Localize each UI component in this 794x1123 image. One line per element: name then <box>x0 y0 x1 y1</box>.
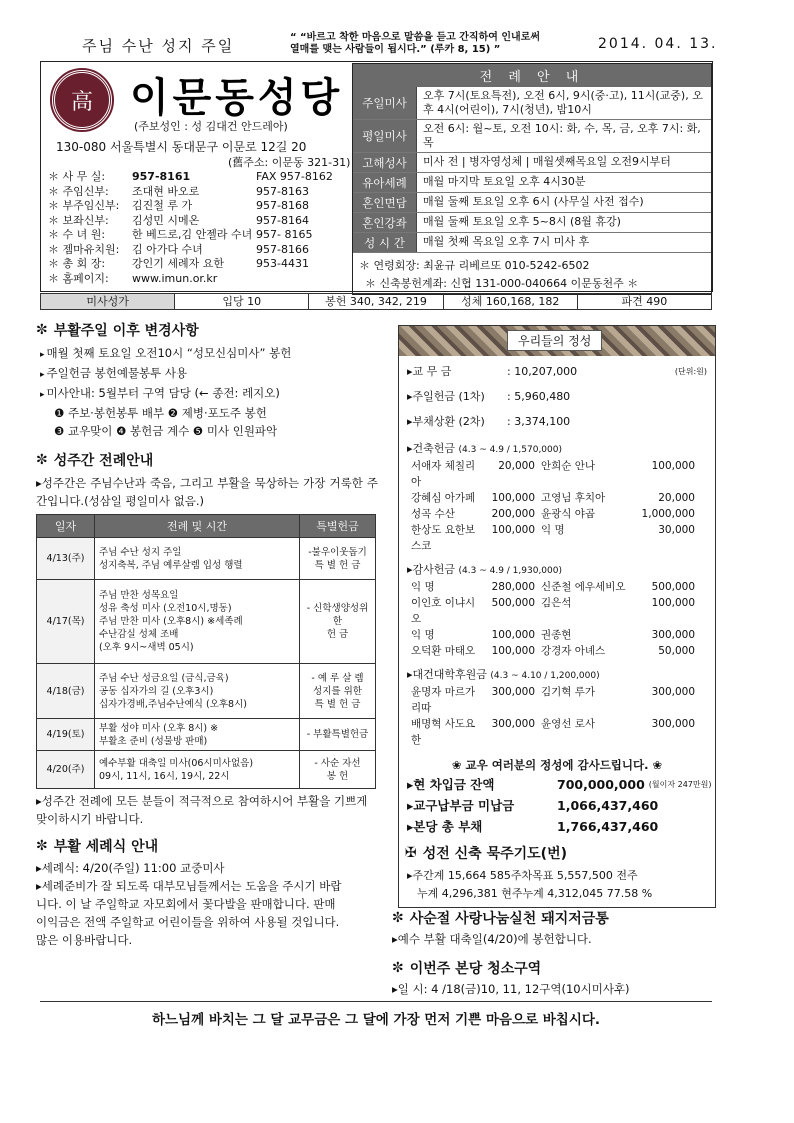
column-header: 일자 <box>37 515 95 538</box>
table-row <box>37 751 376 789</box>
build-range: (4.3 ~ 4.9 / 1,570,000) <box>458 445 563 455</box>
lent-notice <box>392 908 722 948</box>
changes-title <box>36 320 386 340</box>
staff-phone: 957-8163 <box>256 184 309 198</box>
church-logo <box>52 70 112 130</box>
rosary-title-text: 성전 신축 묵주기도(번) <box>422 846 567 862</box>
donor-name: 신준철 에우세비오 <box>541 581 626 593</box>
schedule-label: 주일미사 <box>353 87 417 119</box>
staff-phone: 953-4431 <box>256 257 309 270</box>
schedule-label: 평일미사 <box>353 120 417 152</box>
donor-amount: 500,000 <box>651 581 695 593</box>
staff-label: ＊ 총 회 장: <box>48 257 106 270</box>
special-cell: - 신학생양성위한 헌 금 <box>300 580 376 664</box>
schedule-title: 전 례 안 내 <box>353 64 711 87</box>
staff-item <box>48 199 348 214</box>
day-cell: 4/18(금) <box>37 664 95 719</box>
donor-amount: 30,000 <box>658 524 695 536</box>
donor-name: 서애자 체칠리아 <box>411 460 476 488</box>
rosary-line1: ▸주간계 15,664 585주차목표 5,557,500 전주 <box>407 869 638 882</box>
donor-name: 성곡 수산 <box>411 508 455 520</box>
church-name: 이문동성당 <box>130 75 344 121</box>
debt-value: : 3,374,100 <box>507 415 571 428</box>
day-cell: 4/20(주) <box>37 751 95 789</box>
staff-label: ＊ 주임신부: <box>48 184 109 198</box>
bulletin-date: 2014. 04. 13. <box>598 36 718 52</box>
staff-phone <box>256 272 348 287</box>
donor-name: 권종현 <box>541 629 572 641</box>
day-cell: 4/17(목) <box>37 580 95 664</box>
donor-amount: 50,000 <box>658 645 695 657</box>
left-column <box>36 320 386 949</box>
baptism-title <box>36 836 386 856</box>
hymn-recessional: 파견 490 <box>621 295 668 308</box>
staff-label: ＊ 홈페이지: <box>48 271 109 285</box>
cash-row <box>399 774 715 795</box>
column-header: 전례 및 시간 <box>95 515 300 538</box>
detail-cell: 주님 수난 성금요일 (금식,금육) 공동 십자가의 길 (오후3시) 십자가경배,주님수난예식 (오후8시) <box>95 664 300 719</box>
sunday-title: 주님 수난 성지 주일 <box>82 37 235 55</box>
schedule-value: 매월 둘째 토요일 오후 6시 (사무실 사전 접수) <box>423 195 644 208</box>
donor-name: 익 명 <box>541 524 565 536</box>
staff-name: 김성민 시메온 <box>132 213 200 227</box>
donor-amount: 1,000,000 <box>641 508 695 520</box>
donor-amount: 500,000 <box>491 597 535 609</box>
staff-name: 한 베드로,김 안젤라 수녀 <box>132 228 253 241</box>
staff-name: 김 아가다 수녀 <box>132 242 203 256</box>
donor-name: 고영님 후치아 <box>541 492 606 504</box>
day-cell: 4/19(토) <box>37 719 95 751</box>
schedule-row <box>353 193 711 213</box>
seminary-title-text: ▸대건대학후원금 <box>407 668 487 681</box>
detail-cell: 부활 성야 미사 (오후 8시) ※ 부활초 준비 (성물방 판매) <box>95 719 300 751</box>
schedule-row <box>353 120 711 153</box>
detail-cell: 주님 만찬 성목요일 성유 축성 미사 (오전10시,명동) 주님 만찬 미사 (오후8시) ※세족례 수난감실 성체 조배 (오후 9시~새벽 05시) <box>95 580 300 664</box>
debt-row <box>399 414 715 430</box>
build-title <box>399 441 715 458</box>
staff-label: ＊ 수 녀 원: <box>48 228 106 241</box>
staff-label: ＊ 부주임신부: <box>48 199 120 212</box>
thanks-title <box>399 562 715 579</box>
lent-title <box>392 908 722 928</box>
staff-item <box>48 257 348 272</box>
baptism-title-text: 부활 세례식 안내 <box>53 839 159 855</box>
build-title-text: ▸건축헌금 <box>407 442 456 455</box>
kyomu-value: : 10,207,000 <box>507 365 578 378</box>
staff-phone: FAX 957-8162 <box>256 170 333 183</box>
donor-amount: 300,000 <box>651 686 695 698</box>
sunday-offering-row <box>399 389 715 405</box>
schedule-label: 성 시 간 <box>353 233 417 252</box>
schedule-value: 미사 전 | 병자영성체 | 매월셋째목요일 오전9시부터 <box>423 155 671 168</box>
donor-name: 익 명 <box>411 629 435 641</box>
cash-value: 700,000,000 <box>557 777 645 792</box>
offerings-banner <box>399 326 715 356</box>
schedule-row <box>353 233 711 253</box>
staff-item <box>48 170 348 185</box>
list-item-text: 매월 첫째 토요일 오전10시 “성모신심미사” 봉헌 <box>46 346 292 360</box>
donor-amount: 20,000 <box>658 492 695 504</box>
seminary-range: (4.3 ~ 4.10 / 1,200,000) <box>490 671 600 681</box>
seminary-title <box>399 667 715 684</box>
list-item: ❶ 주보·봉헌봉투 배부 ❷ 제병·포도주 봉헌 <box>54 406 267 420</box>
debt-label: ▸부채상환 (2차) <box>407 415 485 428</box>
baptism-line1: ▸세례식: 4/20(주일) 11:00 교중미사 <box>36 861 225 875</box>
donor-amount: 100,000 <box>651 460 695 472</box>
cleaning-line: ▸일 시: 4 /18(금)10, 11, 12구역(10시미사후) <box>392 982 630 996</box>
build-grid <box>399 458 715 554</box>
thanks-range: (4.3 ~ 4.9 / 1,930,000) <box>458 566 563 576</box>
table-row <box>37 580 376 664</box>
thanks-grid <box>399 579 715 659</box>
hymn-communion: 성체 160,168, 182 <box>444 294 578 309</box>
donor-amount: 280,000 <box>491 581 535 593</box>
table-row <box>37 664 376 719</box>
sunday-offering-value: : 5,960,480 <box>507 390 571 403</box>
table-row <box>37 719 376 751</box>
lent-line: ▸예수 부활 대축일(4/20)에 봉헌합니다. <box>392 932 592 946</box>
seminary-grid <box>399 684 715 748</box>
cleaning-title <box>392 958 722 978</box>
detail-cell: 예수부활 대축일 미사(06시미사없음) 09시, 11시, 16시, 19시, 22시 <box>95 751 300 789</box>
schedule-value: 오후 7시(토요특전), 오전 6시, 9시(중·고), 11시(교중), 오후 4시(어린이), 7시(청년), 밤10시 <box>423 89 703 116</box>
cleaning-title-text: 이번주 본당 청소구역 <box>409 961 542 977</box>
schedule-value: 매월 마지막 토요일 오후 4시30분 <box>423 175 586 188</box>
donor-amount: 100,000 <box>491 645 535 657</box>
list-item-text: 미사안내: 5월부터 구역 담당 (← 종전: 레지오) <box>46 386 280 400</box>
donor-name: 한상도 요한보스코 <box>411 524 476 552</box>
staff-name: 김진철 루 가 <box>132 199 193 212</box>
gratitude-line: ❀ 교우 여러분의 정성에 감사드립니다. ❀ <box>451 758 663 772</box>
unit-label: (단위:원) <box>674 367 707 376</box>
cash-label: ▸현 차입금 잔액 <box>407 777 495 792</box>
bullet-icon: ▸ <box>40 350 45 360</box>
total-debt-label: ▸본당 총 부채 <box>407 819 483 834</box>
column-header: 특별헌금 <box>300 515 376 538</box>
schedule-row <box>353 153 711 173</box>
cross-icon: ✼ <box>36 452 48 468</box>
donor-name: 배명혁 사도요한 <box>411 718 476 746</box>
schedule-row <box>353 213 711 233</box>
special-cell: -불우이웃돕기 특 별 헌 금 <box>300 538 376 580</box>
rosary-title <box>399 843 715 863</box>
schedule-label: 혼인강좌 <box>353 213 417 232</box>
bullet-icon: ▸ <box>40 370 45 380</box>
schedule-label: 고해성사 <box>353 153 417 172</box>
special-cell: - 부활특별헌금 <box>300 719 376 751</box>
cross-icon: ✼ <box>36 322 48 338</box>
staff-phone: 957-8164 <box>256 213 309 227</box>
church-address: 130-080 서울특별시 동대문구 이문로 12길 20 <box>56 140 307 154</box>
special-cell: - 사순 자선 봉 헌 <box>300 751 376 789</box>
donor-name: 윤영선 로사 <box>541 718 596 730</box>
donor-amount: 20,000 <box>498 460 535 472</box>
schedule-row <box>353 87 711 120</box>
staff-phone: 957- 8165 <box>256 228 313 241</box>
schedule-value: 매월 첫째 목요일 오후 7시 미사 후 <box>423 235 590 248</box>
offerings-banner-text: 우리들의 정성 <box>507 330 602 351</box>
diocese-value: 1,066,437,460 <box>557 798 659 813</box>
schedule-row <box>353 173 711 193</box>
staff-name: 조대현 바오로 <box>132 184 200 198</box>
list-item-text: 주일헌금 봉헌예물봉투 사용 <box>46 366 188 380</box>
staff-phone: 957-8168 <box>256 199 309 212</box>
donor-amount: 200,000 <box>491 508 535 520</box>
table-header-row <box>37 515 376 538</box>
baptism-line2: ▸세례준비가 잘 되도록 대부모님들께서는 도움을 주시기 바랍니다. 이 날 주일학교 자모회에서 꽃다발을 판매합니다. 판매 이익금은 전액 주일학교 어린이들을 위하여 사용될 것입니다. 많은 이용바랍니다. <box>36 879 342 947</box>
schedule-value: 오전 6시: 월~토, 오전 10시: 화, 수, 목, 금, 오후 7시: 화, 목 <box>423 122 701 149</box>
hymn-label: 미사성가 <box>41 294 175 309</box>
holyweek-intro: ▸성주간은 주님수난과 죽음, 그리고 부활을 묵상하는 가장 거룩한 주간입니다.(성삼일 평일미사 없음.) <box>36 476 378 508</box>
rosary-line2: 누계 4,296,381 현주누계 4,312,045 77.58 % <box>417 887 653 900</box>
cross-icon: ✼ <box>392 910 404 926</box>
changes-title-text: 부활주일 이후 변경사항 <box>53 323 199 339</box>
offerings-box <box>398 325 716 908</box>
church-patron: (주보성인 : 성 김대건 안드레아) <box>134 120 288 133</box>
donor-name: 윤광식 야곱 <box>541 508 596 520</box>
donor-amount: 100,000 <box>491 492 535 504</box>
donor-name: 익 명 <box>411 581 435 593</box>
table-row <box>37 538 376 580</box>
cross-icon: ✼ <box>36 838 48 854</box>
staff-list <box>48 170 348 286</box>
mass-schedule <box>352 63 712 295</box>
kyomu-label: ▸교 무 금 <box>407 365 452 378</box>
list-item <box>40 384 386 404</box>
contact-line: ＊ 연령회장: 최윤규 리베르또 010-5242-6502 <box>359 259 590 272</box>
logo-text: 高 <box>70 89 93 115</box>
donor-name: 오덕환 마태오 <box>411 645 476 657</box>
thanks-title-text: ▸감사헌금 <box>407 563 456 576</box>
bullet-icon: ▸ <box>40 390 45 400</box>
schedule-value: 매월 둘째 토요일 오후 5~8시 (8월 휴강) <box>423 215 621 228</box>
hymn-entrance: 입당 10 <box>175 294 309 309</box>
staff-label: ＊ 젬마유치원: <box>48 242 120 256</box>
staff-label: ＊ 사 무 실: <box>48 170 106 183</box>
cash-note: (월이자 247만원) <box>648 780 712 789</box>
donor-name: 안희순 안나 <box>541 460 596 472</box>
donor-name: 김은석 <box>541 597 572 609</box>
staff-item <box>48 214 348 229</box>
staff-name: 957-8161 <box>132 170 191 183</box>
footer-message: 하느님께 바치는 그 달 교무금은 그 달에 가장 먼저 기쁜 마음으로 바칩시다. <box>40 1001 712 1028</box>
donor-amount: 300,000 <box>491 686 535 698</box>
staff-item <box>48 272 348 287</box>
total-debt-value: 1,766,437,460 <box>557 819 659 834</box>
donor-amount: 300,000 <box>651 718 695 730</box>
changes-list <box>36 344 386 440</box>
staff-item <box>48 243 348 258</box>
donor-name: 윤명자 마르가리따 <box>411 686 476 714</box>
list-item: ❸ 교우맞이 ❹ 봉헌금 계수 ❺ 미사 인원파악 <box>54 424 278 438</box>
church-old-address: (舊주소: 이문동 321-31) <box>228 156 351 169</box>
donor-name: 김기혁 루가 <box>541 686 596 698</box>
staff-item <box>48 185 348 200</box>
cross-icon: ✼ <box>392 960 404 976</box>
diocese-row <box>399 795 715 816</box>
lent-title-text: 사순절 사랑나눔실천 돼지저금통 <box>409 911 609 927</box>
donor-amount: 300,000 <box>491 718 535 730</box>
staff-phone: 957-8166 <box>256 242 309 256</box>
account-line: ＊ 신축봉헌계좌: 신협 131-000-040664 이문동천주 ＊ <box>365 277 639 290</box>
holyweek-title <box>36 450 386 470</box>
staff-item <box>48 228 348 243</box>
cross-icon: ✠ <box>405 845 417 861</box>
donor-amount: 100,000 <box>491 524 535 536</box>
header-verse: “ “바르고 착한 마음으로 말씀을 듣고 간직하여 인내로써 열매를 맺는 사람들이 됩시다.” (루카 8, 15) ” <box>290 32 541 55</box>
hymn-bar <box>40 293 712 310</box>
total-debt-row <box>399 816 715 837</box>
schedule-label: 유아세례 <box>353 173 417 192</box>
holyweek-title-text: 성주간 전례안내 <box>53 453 154 469</box>
hymn-offertory: 봉헌 340, 342, 219 <box>309 294 443 309</box>
donor-amount: 300,000 <box>651 629 695 641</box>
special-cell: - 예 루 살 렘 성지를 위한 특 별 헌 금 <box>300 664 376 719</box>
donor-name: 강혜심 아가페 <box>411 492 476 504</box>
homepage-link[interactable]: www.imun.or.kr <box>132 271 218 285</box>
diocese-label: ▸교구납부금 미납금 <box>407 798 515 813</box>
day-cell: 4/13(주) <box>37 538 95 580</box>
holyweek-outro: ▸성주간 전례에 모든 분들이 적극적으로 참여하시어 부활을 기쁘게 맞이하시기 바랍니다. <box>36 794 368 826</box>
schedule-label: 혼인면담 <box>353 193 417 212</box>
staff-name: 강인기 세례자 요한 <box>132 257 225 270</box>
detail-cell: 주님 수난 성지 주일 성지축복, 주님 예루살렘 입성 행렬 <box>95 538 300 580</box>
donor-amount: 100,000 <box>651 597 695 609</box>
donor-name: 이인호 이냐시오 <box>411 597 476 625</box>
holyweek-table <box>36 514 376 789</box>
donor-amount: 100,000 <box>491 629 535 641</box>
staff-label: ＊ 보좌신부: <box>48 213 109 227</box>
list-item <box>40 344 386 364</box>
cleaning-notice <box>392 958 722 998</box>
donor-name: 강경자 아녜스 <box>541 645 606 657</box>
kyomu-row <box>399 364 715 380</box>
sunday-offering-label: ▸주일헌금 (1차) <box>407 390 485 403</box>
list-item <box>40 364 386 384</box>
